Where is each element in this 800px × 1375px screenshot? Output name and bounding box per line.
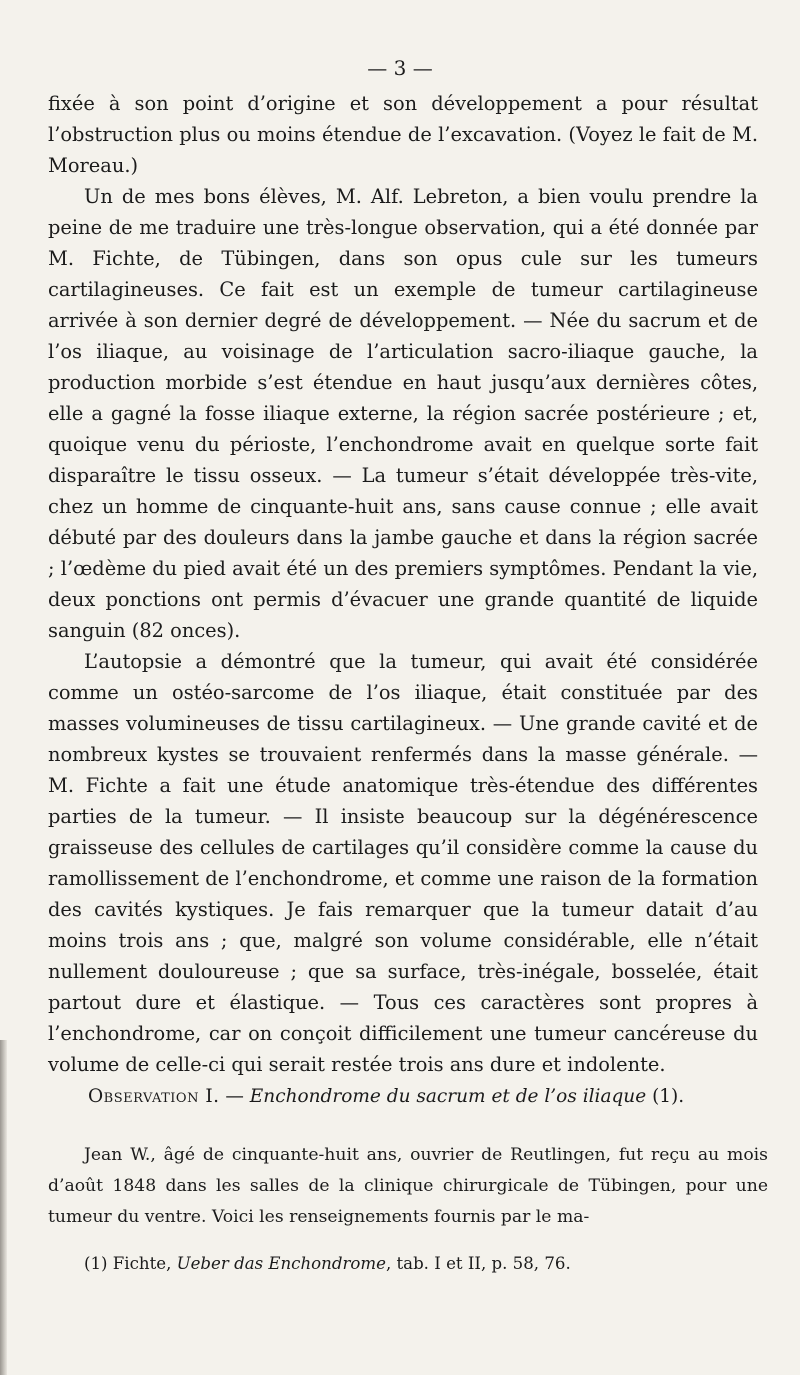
footnote-title: Ueber das Enchondrome <box>176 1254 386 1273</box>
observation-dash: — <box>219 1086 250 1107</box>
observation-heading <box>88 1086 768 1107</box>
footnote <box>84 1254 774 1273</box>
observation-body <box>48 1140 768 1233</box>
page-number: — 3 — <box>367 56 433 80</box>
body-text <box>48 88 758 1080</box>
observation-title: Enchondrome du sacrum et de l’os iliaque <box>249 1086 647 1107</box>
paragraph-autopsie: L’autopsie a démontré que la tumeur, qui avait été considérée comme un ostéo-sarcome de l’os iliaque, était constituée par des masses volumineuses de tissu cartilagineux. — Une grande cavité et de nombreux kystes se trouvaient renfermés dans la masse générale. — M. Fichte a fait une étude anatomique très-étendue des différentes parties de la tumeur. — Il insiste beaucoup sur la dégénérescence graisseuse des cellules de cartilages qu’il considère comme la cause du ramollissement de l’enchondrome, et comme une raison de la formation des cavités kystiques. Je fais remarquer que la tumeur datait d’au moins trois ans ; que, malgré son volume considérable, elle n’était nullement douloureuse ; que sa surface, très-inégale, bosselée, était partout dure et élastique. — Tous ces caractères sont propres à l’enchondrome, car on conçoit difficilement une tumeur cancéreuse du volume de celle-ci qui serait restée trois ans dure et indolente. <box>48 650 758 1076</box>
footnote-reference: , tab. I et II, p. 58, 76. <box>385 1254 571 1273</box>
observation-paragraph: Jean W., âgé de cinquante-huit ans, ouvrier de Reutlingen, fut reçu au mois d’août 1848 dans les salles de la clinique chirurgicale de Tübingen, pour une tumeur du ventre. Voici les renseignements fournis par le ma- <box>48 1145 768 1227</box>
observation-footnote-ref: (1). <box>646 1086 685 1107</box>
paragraph-continued: fixée à son point d’origine et son développement a pour résultat l’obstruction plus ou moins étendue de l’excavation. (Voyez le fait de M. Moreau.) <box>48 92 758 177</box>
binding-shadow <box>0 1040 7 1375</box>
footnote-marker: (1) Fichte, <box>84 1254 177 1273</box>
paragraph-lebreton: Un de mes bons élèves, M. Alf. Lebreton, a bien voulu prendre la peine de me traduire une très-longue observation, qui a été donnée par M. Fichte, de Tübingen, dans son opus cule sur les tumeurs cartilagineuses. Ce fait est un exemple de tumeur cartilagineuse arrivée à son dernier degré de développement. — Née du sacrum et de l’os iliaque, au voisinage de l’articulation sacro-iliaque gauche, la production morbide s’est étendue en haut jusqu’aux dernières côtes, elle a gagné la fosse iliaque externe, la région sacrée postérieure ; et, quoique venu du périoste, l’enchondrome avait en quelque sorte fait disparaître le tissu osseux. — La tumeur s’était développée très-vite, chez un homme de cinquante-huit ans, sans cause connue ; elle avait débuté par des douleurs dans la jambe gauche et dans la région sacrée ; l’œdème du pied avait été un des premiers symptômes. Pendant la vie, deux ponctions ont permis d’évacuer une grande quantité de liquide sanguin (82 onces). <box>48 185 758 642</box>
observation-label: Observation I. <box>88 1086 220 1107</box>
